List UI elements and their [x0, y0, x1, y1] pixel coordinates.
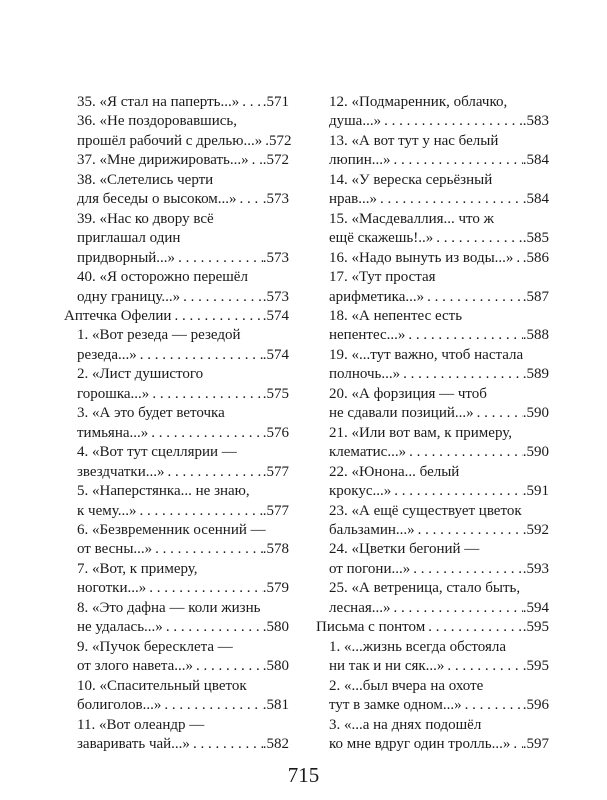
toc-entry [316, 346, 549, 385]
toc-entry [316, 307, 549, 346]
entry-title-line: 14. «У вереска серьёзный [329, 171, 493, 188]
entry-title-line: клематис...» [329, 444, 407, 461]
toc-entry [316, 132, 549, 171]
toc-entry [316, 463, 549, 502]
entry-last-line [77, 502, 289, 521]
entry-title-line: 4. «Вот тут сцеллярии — [77, 444, 237, 461]
entry-last-line [77, 540, 289, 559]
entry-page-number: .574 [262, 346, 289, 363]
entry-page-number: .583 [522, 113, 549, 130]
entry-page-number: .594 [522, 599, 549, 616]
dot-leader [190, 735, 263, 754]
entry-last-line [77, 696, 289, 715]
entry-page-number: .579 [262, 580, 289, 597]
entry-title-line: не сдавали позиций...» [329, 405, 474, 422]
entry-title-line: 40. «Я осторожно перешёл [77, 269, 248, 286]
toc-entry [64, 210, 289, 268]
entry-page-number: .596 [522, 697, 549, 714]
entry-title-line: 39. «Нас ко двору всё [77, 210, 214, 227]
entry-title-line: крокус...» [329, 483, 392, 500]
entry-page-number: .586 [522, 249, 549, 266]
toc-entry [316, 93, 549, 132]
entry-title-line: не удалась...» [77, 619, 163, 636]
entry-title-line: от погони...» [329, 560, 411, 577]
entry-last-line [64, 307, 289, 326]
toc-entry [64, 268, 289, 307]
entry-page-number: .573 [262, 288, 289, 305]
toc-entry [64, 365, 289, 404]
entry-title-line: 19. «...тут важно, чтоб настала [329, 346, 524, 363]
entry-page-number: .584 [522, 152, 549, 169]
entry-title-line: 15. «Масдеваллия... что ж [329, 210, 495, 227]
dot-leader [146, 579, 263, 598]
entry-title-line: полночь...» [329, 366, 401, 383]
toc-entry [64, 482, 289, 521]
dot-leader [513, 249, 522, 268]
entry-title-line: звездчатки...» [77, 463, 165, 480]
toc-entry [64, 404, 289, 443]
entry-page-number: .585 [522, 230, 549, 247]
entry-last-line [329, 404, 549, 423]
entry-title-line: ноготки...» [77, 580, 147, 597]
entry-title-line: Письма с понтом [316, 619, 426, 636]
entry-title-line: 18. «А непентес есть [329, 307, 463, 324]
toc-entry [316, 677, 549, 716]
entry-last-line [77, 579, 289, 598]
entry-title-line: 8. «Это дафна — коли жизнь [77, 599, 261, 616]
entry-last-line [77, 618, 289, 637]
entry-last-line [77, 93, 289, 112]
dot-leader [136, 502, 262, 521]
entry-page-number: .581 [262, 697, 289, 714]
entry-title-line: заваривать чай...» [77, 735, 190, 752]
entry-title-line: ещё скажешь!..» [329, 230, 434, 247]
toc-section [316, 618, 549, 637]
dot-leader [381, 112, 523, 131]
entry-last-line [329, 696, 549, 715]
toc-entry [316, 385, 549, 424]
entry-page-number: .580 [262, 658, 289, 675]
entry-page-number: .593 [522, 560, 549, 577]
dot-leader [444, 657, 522, 676]
entry-page-number: .590 [522, 405, 549, 422]
entry-title-line: 23. «А ещё существует цветок [329, 502, 522, 519]
entry-title-line: 2. «...был вчера на охоте [329, 677, 484, 694]
entry-title-line: одну границу...» [77, 288, 181, 305]
toc-entry [64, 443, 289, 482]
dot-leader [164, 463, 262, 482]
dot-leader [391, 599, 523, 618]
toc-entry [64, 560, 289, 599]
entry-title-line: от весны...» [77, 541, 153, 558]
entry-page-number: .590 [522, 444, 549, 461]
entry-title-line: горошка...» [77, 385, 150, 402]
toc-entry [316, 424, 549, 463]
entry-last-line [77, 288, 289, 307]
entry-last-line [329, 326, 549, 345]
dot-leader [161, 696, 262, 715]
toc-entry [64, 716, 289, 755]
dot-leader [400, 365, 523, 384]
entry-page-number: .578 [262, 541, 289, 558]
entry-page-number: .575 [262, 385, 289, 402]
toc-section [64, 307, 289, 326]
entry-title-line: 22. «Юнона... белый [329, 463, 460, 480]
entry-title-line: 16. «Надо вынуть из воды...» [329, 249, 514, 266]
entry-last-line [329, 735, 549, 754]
entry-title-line: люпин...» [329, 152, 391, 169]
entry-page-number: .571 [262, 94, 289, 110]
entry-title-line: 10. «Спасительный цветок [77, 677, 247, 694]
toc-entry [64, 326, 289, 365]
entry-last-line [77, 190, 289, 209]
dot-leader [424, 288, 523, 307]
entry-title-line: нрав...» [329, 191, 378, 208]
entry-title-line: 36. «Не поздоровавшись, [77, 113, 238, 130]
entry-title-line: ко мне вдруг один тролль...» [329, 735, 511, 752]
entry-last-line [77, 424, 289, 443]
entry-page-number: .572 [265, 132, 292, 149]
entry-title-line: душа...» [329, 113, 382, 130]
entry-title-line: 1. «...жизнь всегда обстояла [329, 638, 507, 655]
entry-title-line: 37. «Мне дирижировать...» [77, 152, 249, 169]
entry-last-line [316, 618, 549, 637]
dot-leader [175, 249, 263, 268]
entry-title-line: 13. «А вот тут у нас белый [329, 132, 499, 149]
dot-leader [163, 618, 263, 637]
entry-page-number: .592 [522, 521, 549, 538]
toc-entry [64, 151, 289, 170]
dot-leader [237, 190, 263, 209]
entry-last-line [329, 657, 549, 676]
dot-leader [391, 482, 522, 501]
entry-page-number: .582 [262, 735, 289, 752]
entry-title-line: 38. «Слетелись черти [77, 171, 214, 188]
dot-leader [406, 443, 523, 462]
entry-last-line [77, 132, 292, 151]
entry-title-line: лесная...» [329, 599, 391, 616]
entry-title-line: бальзамин...» [329, 521, 415, 538]
entry-page-number: .584 [522, 191, 549, 208]
entry-title-line: 7. «Вот, к примеру, [77, 560, 198, 577]
entry-last-line [329, 521, 549, 540]
dot-leader [410, 560, 523, 579]
entry-last-line [329, 190, 549, 209]
entry-title-line: 11. «Вот олеандр — [77, 716, 205, 733]
toc-entry [64, 638, 289, 677]
entry-last-line [329, 482, 549, 501]
dot-leader [462, 696, 523, 715]
toc-column-right [316, 93, 549, 754]
toc-entry [316, 249, 549, 268]
toc-entry [316, 502, 549, 541]
dot-leader [433, 229, 523, 248]
dot-leader [474, 404, 523, 423]
entry-title-line: 5. «Наперстянка... не знаю, [77, 483, 250, 500]
dot-leader [239, 93, 263, 112]
entry-last-line [329, 229, 549, 248]
toc-entry [64, 112, 292, 151]
entry-title-line: резеда...» [77, 346, 137, 363]
toc-entry [316, 579, 549, 618]
entry-title-line: тимьяна...» [77, 424, 149, 441]
entry-page-number: .589 [522, 366, 549, 383]
entry-title-line: придворный...» [77, 249, 176, 266]
entry-page-number: .595 [522, 658, 549, 675]
toc-entry [64, 93, 289, 112]
entry-last-line [329, 288, 549, 307]
entry-page-number: .597 [522, 735, 549, 752]
dot-leader [171, 307, 262, 326]
dot-leader [425, 618, 523, 637]
toc-entry [316, 210, 549, 249]
dot-leader [137, 346, 263, 365]
entry-title-line: ни так и ни сяк...» [329, 658, 445, 675]
entry-title-line: 20. «А форзиция — чтоб [329, 385, 487, 402]
toc-column-left [64, 93, 292, 754]
entry-page-number: .580 [262, 619, 289, 636]
toc-entry [64, 521, 289, 560]
entry-title-line: 25. «А ветреница, стало быть, [329, 580, 521, 597]
dot-leader [249, 151, 263, 170]
dot-leader [391, 151, 523, 170]
entry-title-line: 1. «Вот резеда — резедой [77, 327, 241, 344]
entry-last-line [77, 657, 289, 676]
dot-leader [193, 657, 263, 676]
entry-last-line [77, 346, 289, 365]
entry-page-number: .587 [522, 288, 549, 305]
entry-title-line: арифметика...» [329, 288, 425, 305]
entry-last-line [329, 560, 549, 579]
entry-page-number: .591 [522, 483, 549, 500]
entry-last-line [329, 151, 549, 170]
entry-title-line: 35. «Я стал на паперть...» [77, 94, 240, 110]
entry-title-line: болиголов...» [77, 697, 162, 714]
entry-page-number: .573 [262, 191, 289, 208]
dot-leader [148, 424, 263, 443]
entry-page-number: .577 [262, 463, 289, 480]
toc-entry [316, 716, 549, 755]
entry-title-line: 9. «Пучок бересклета — [77, 638, 233, 655]
entry-last-line [329, 112, 549, 131]
entry-title-line: к чему...» [77, 502, 137, 519]
entry-title-line: от злого навета...» [77, 658, 194, 675]
entry-last-line [329, 599, 549, 618]
entry-title-line: для беседы о высоком...» [77, 191, 237, 208]
entry-last-line [77, 463, 289, 482]
entry-page-number: .577 [262, 502, 289, 519]
entry-page-number: .595 [522, 619, 549, 636]
dot-leader [510, 735, 522, 754]
entry-title-line: непентес...» [329, 327, 406, 344]
toc-entry [64, 677, 289, 716]
entry-title-line: 3. «...а на днях подошёл [329, 716, 482, 733]
entry-title-line: 3. «А это будет веточка [77, 405, 225, 422]
page-number: 715 [287, 763, 320, 787]
toc-entry [316, 268, 549, 307]
entry-page-number: .588 [522, 327, 549, 344]
entry-title-line: Аптечка Офелии [64, 307, 172, 324]
entry-page-number: .574 [262, 307, 289, 324]
entry-last-line [329, 249, 549, 268]
toc-entry [316, 638, 549, 677]
entry-title-line: 2. «Лист душистого [77, 366, 204, 383]
entry-last-line [77, 151, 289, 170]
entry-title-line: 24. «Цветки бегоний — [329, 541, 480, 558]
entry-last-line [77, 385, 289, 404]
entry-title-line: тут в замке одном...» [329, 697, 462, 714]
entry-title-line: 17. «Тут простая [329, 269, 436, 286]
entry-last-line [77, 249, 289, 268]
entry-last-line [77, 735, 289, 754]
dot-leader [149, 385, 262, 404]
entry-page-number: .576 [262, 424, 289, 441]
entry-page-number: .573 [262, 249, 289, 266]
toc-entry [64, 171, 289, 210]
toc-entry [316, 171, 549, 210]
entry-title-line: приглашал один [77, 230, 181, 247]
entry-title-line: 21. «Или вот вам, к примеру, [329, 424, 513, 441]
entry-title-line: 6. «Безвременник осенний — [77, 521, 266, 538]
dot-leader [152, 540, 263, 559]
entry-page-number: .572 [262, 152, 289, 169]
toc-entry [64, 599, 289, 638]
toc-entry [316, 540, 549, 579]
dot-leader [377, 190, 523, 209]
entry-last-line [329, 443, 549, 462]
dot-leader [415, 521, 523, 540]
entry-title-line: прошёл рабочий с дрелью...» [77, 132, 263, 149]
entry-last-line [329, 365, 549, 384]
dot-leader [405, 326, 522, 345]
dot-leader [180, 288, 263, 307]
entry-title-line: 12. «Подмаренник, облачко, [329, 94, 508, 110]
